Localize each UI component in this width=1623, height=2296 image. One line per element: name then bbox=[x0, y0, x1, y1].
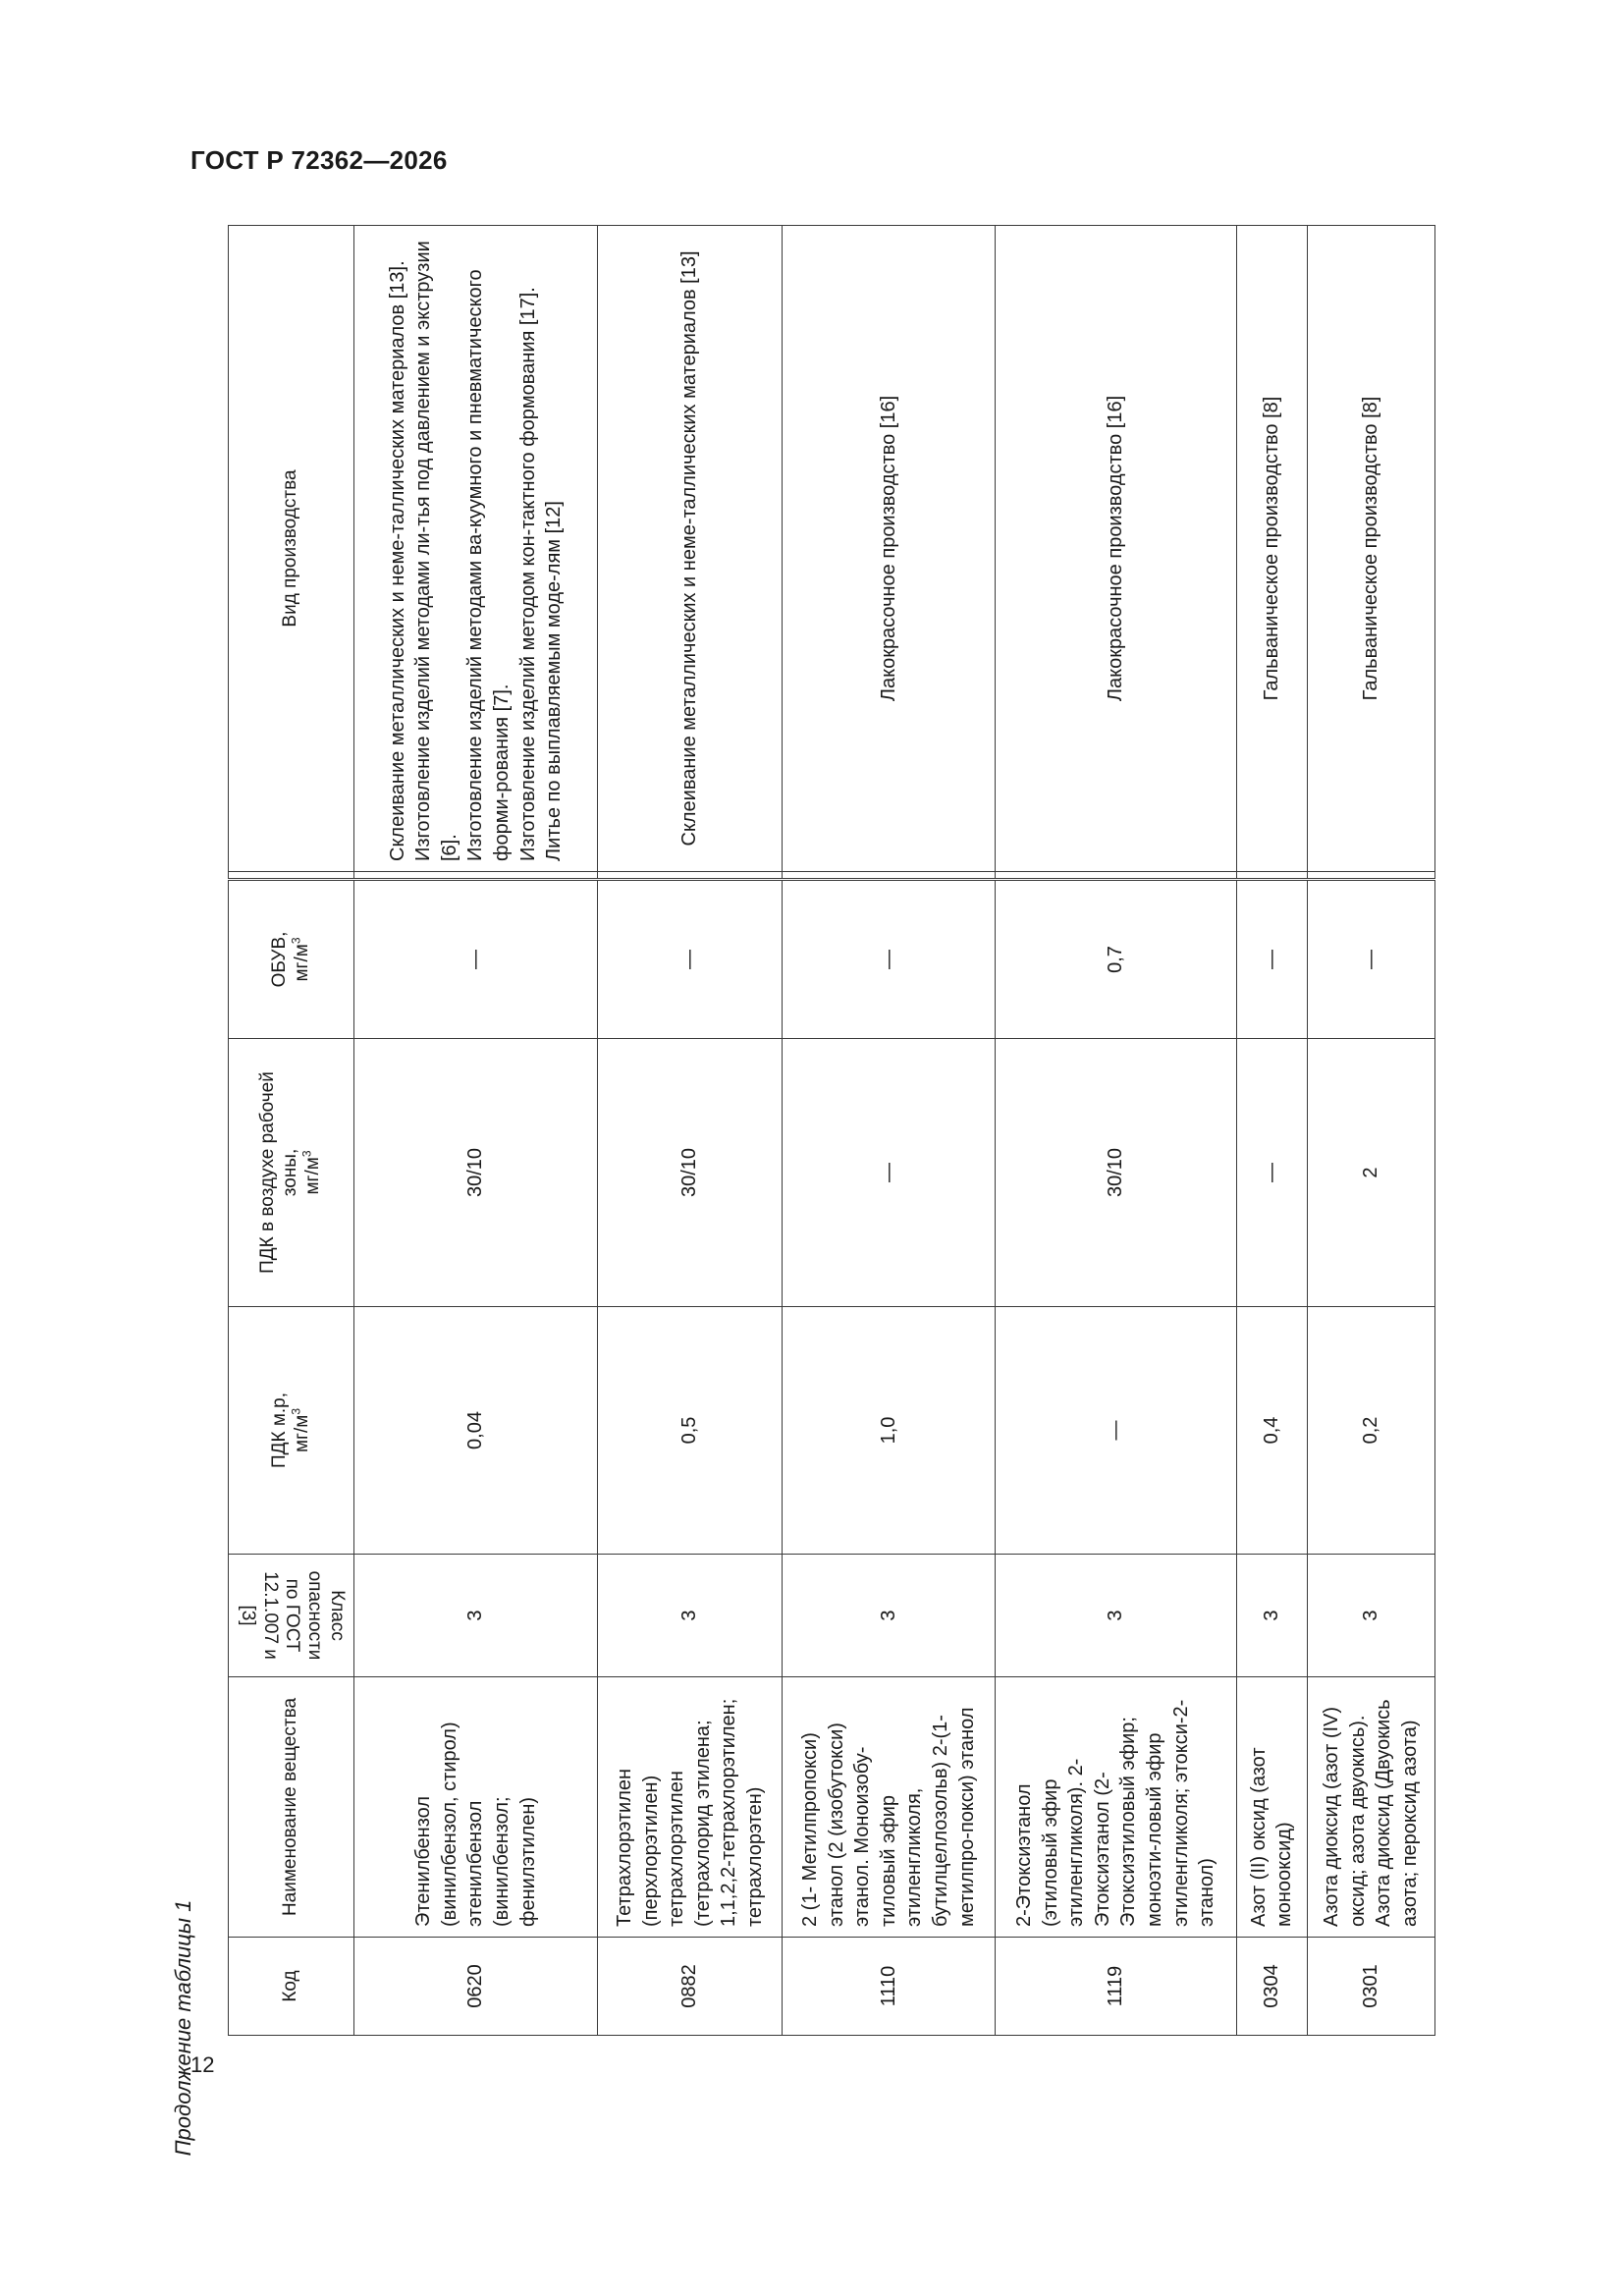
cell-gap bbox=[1307, 872, 1434, 880]
cell-production bbox=[354, 226, 598, 872]
header-obuv bbox=[229, 880, 354, 1039]
cell-obuv: 0,7 bbox=[996, 880, 1237, 1039]
cell-pdk-mr: — bbox=[996, 1307, 1237, 1555]
cell-substance-name: Тетрахлорэтилен (перхлорэтилен) тетрахлорэтилен (тетрахлорид этилена; 1,1,2,2-тетрахлорэтилен; тетрахлорэтен) bbox=[598, 1677, 783, 1938]
production-line: Лакокрасочное производство [16] bbox=[877, 395, 899, 702]
header-pdk-mr-unit: мг/м bbox=[291, 1414, 312, 1453]
cell-gap bbox=[354, 872, 598, 880]
cell-code: 1110 bbox=[783, 1938, 996, 2036]
cell-gap bbox=[996, 872, 1237, 880]
header-obuv-unit: мг/м bbox=[291, 944, 312, 982]
cell-pdk-mr: 0,2 bbox=[1307, 1307, 1434, 1555]
header-pdk-mr-label: ПДК м.р, bbox=[268, 1392, 290, 1469]
cell-substance-name: Этенилбензол (винилбензол, стирол) этенилбензол (винилбензол; фенилэтилен) bbox=[354, 1677, 598, 1938]
cell-code: 0882 bbox=[598, 1938, 783, 2036]
cell-pdk-air: 2 bbox=[1307, 1039, 1434, 1307]
production-line: Изготовление изделий методами ли-тья под давлением и экструзии [6]. bbox=[412, 241, 460, 861]
table-row bbox=[598, 226, 783, 2036]
cell-code: 0301 bbox=[1307, 1938, 1434, 2036]
production-line: Склеивание металлических и неме-таллических материалов [13] bbox=[678, 250, 701, 847]
cell-substance-name: Азот (II) оксид (азот монооксид) bbox=[1236, 1677, 1307, 1938]
cell-production bbox=[598, 226, 783, 872]
cell-production bbox=[1307, 226, 1434, 872]
cell-production bbox=[1236, 226, 1307, 872]
header-pdk-air-exp: 3 bbox=[299, 1150, 314, 1158]
header-pdk-air-unit: мг/м bbox=[301, 1157, 323, 1195]
cell-production bbox=[783, 226, 996, 872]
table-header-row bbox=[229, 226, 354, 2036]
cell-hazard-class: 3 bbox=[1307, 1555, 1434, 1677]
cell-hazard-class: 3 bbox=[996, 1555, 1237, 1677]
cell-gap bbox=[598, 872, 783, 880]
header-pdk-mr bbox=[229, 1307, 354, 1555]
cell-hazard-class: 3 bbox=[598, 1555, 783, 1677]
production-line: Гальваническое производство [8] bbox=[1261, 396, 1283, 701]
header-hazard-class-text: Класс опасности по ГОСТ 12.1.007 и [3] bbox=[237, 1570, 348, 1661]
table-row bbox=[1307, 226, 1434, 2036]
continuation-text: Продолжение таблицы 1 bbox=[171, 1899, 195, 2157]
cell-pdk-mr: 0,5 bbox=[598, 1307, 783, 1555]
table-row bbox=[996, 226, 1237, 2036]
cell-pdk-air: — bbox=[783, 1039, 996, 1307]
table-row bbox=[1236, 226, 1307, 2036]
cell-pdk-mr: 0,04 bbox=[354, 1307, 598, 1555]
table-row bbox=[354, 226, 598, 2036]
cell-substance-name: 2-Этоксиэтанол (этиловый эфир этиленгликоля). 2-Этоксиэтанол (2-Этоксиэтиловый эфир; моноэти-ловый эфир этиленгликоля; этокси-2-этанол) bbox=[996, 1677, 1237, 1938]
substances-table-frame bbox=[228, 226, 1435, 2036]
production-line: Лакокрасочное производство [16] bbox=[1105, 395, 1127, 702]
production-line: Литье по выплавляемым моде-лям [12] bbox=[543, 501, 566, 861]
header-pdk-mr-exp: 3 bbox=[289, 1407, 303, 1415]
header-obuv-exp: 3 bbox=[289, 937, 303, 945]
cell-hazard-class: 3 bbox=[1236, 1555, 1307, 1677]
table-continuation-caption bbox=[171, 1871, 196, 2185]
header-pdk-air bbox=[229, 1039, 354, 1307]
cell-gap bbox=[1236, 872, 1307, 880]
cell-hazard-class: 3 bbox=[783, 1555, 996, 1677]
header-obuv-label: ОБУВ, bbox=[268, 931, 290, 988]
header-pdk-air-label: ПДК в воздухе рабочей зоны, bbox=[257, 1071, 301, 1274]
cell-pdk-air: 30/10 bbox=[996, 1039, 1237, 1307]
table-row bbox=[783, 226, 996, 2036]
document-header: ГОСТ Р 72362—2026 bbox=[190, 145, 448, 175]
rotated-table-wrapper bbox=[228, 226, 1435, 2036]
cell-code: 0304 bbox=[1236, 1938, 1307, 2036]
cell-hazard-class: 3 bbox=[354, 1555, 598, 1677]
cell-code: 1119 bbox=[996, 1938, 1237, 2036]
header-production: Вид производства bbox=[229, 226, 354, 872]
cell-pdk-air: 30/10 bbox=[354, 1039, 598, 1307]
cell-obuv: — bbox=[354, 880, 598, 1039]
production-line: Изготовление изделий методами ва-куумного и пневматического форми-рования [7]. bbox=[464, 269, 513, 861]
production-line: Изготовление изделий методом кон-тактного формования [17]. bbox=[516, 287, 539, 861]
cell-pdk-air: 30/10 bbox=[598, 1039, 783, 1307]
header-name: Наименование вещества bbox=[229, 1677, 354, 1938]
table-body bbox=[354, 226, 1435, 2036]
production-line: Гальваническое производство [8] bbox=[1360, 396, 1382, 701]
header-hazard-class bbox=[229, 1555, 354, 1677]
cell-obuv: — bbox=[1307, 880, 1434, 1039]
cell-substance-name: Азота диоксид (азот (IV) оксид; азота двуокись). Азота диоксид (Двуокись азота; пероксид азота) bbox=[1307, 1677, 1434, 1938]
cell-obuv: — bbox=[1236, 880, 1307, 1039]
cell-obuv: — bbox=[783, 880, 996, 1039]
header-code: Код bbox=[229, 1938, 354, 2036]
cell-substance-name: 2 (1- Метилпропокси) этанол (2 (изобутокси) этанол. Моноизобу-тиловый эфир этиленгликоля, бутилцеллозольв) 2-(1-метилпро-покси) этанол bbox=[783, 1677, 996, 1938]
cell-pdk-air: — bbox=[1236, 1039, 1307, 1307]
cell-code: 0620 bbox=[354, 1938, 598, 2036]
cell-pdk-mr: 0,4 bbox=[1236, 1307, 1307, 1555]
cell-gap bbox=[783, 872, 996, 880]
page-number: 12 bbox=[190, 2052, 215, 2077]
cell-production bbox=[996, 226, 1237, 872]
production-line: Склеивание металлических и неме-таллических материалов [13]. bbox=[386, 260, 408, 861]
header-gap bbox=[229, 872, 354, 880]
cell-obuv: — bbox=[598, 880, 783, 1039]
substances-table bbox=[228, 225, 1435, 2036]
cell-pdk-mr: 1,0 bbox=[783, 1307, 996, 1555]
